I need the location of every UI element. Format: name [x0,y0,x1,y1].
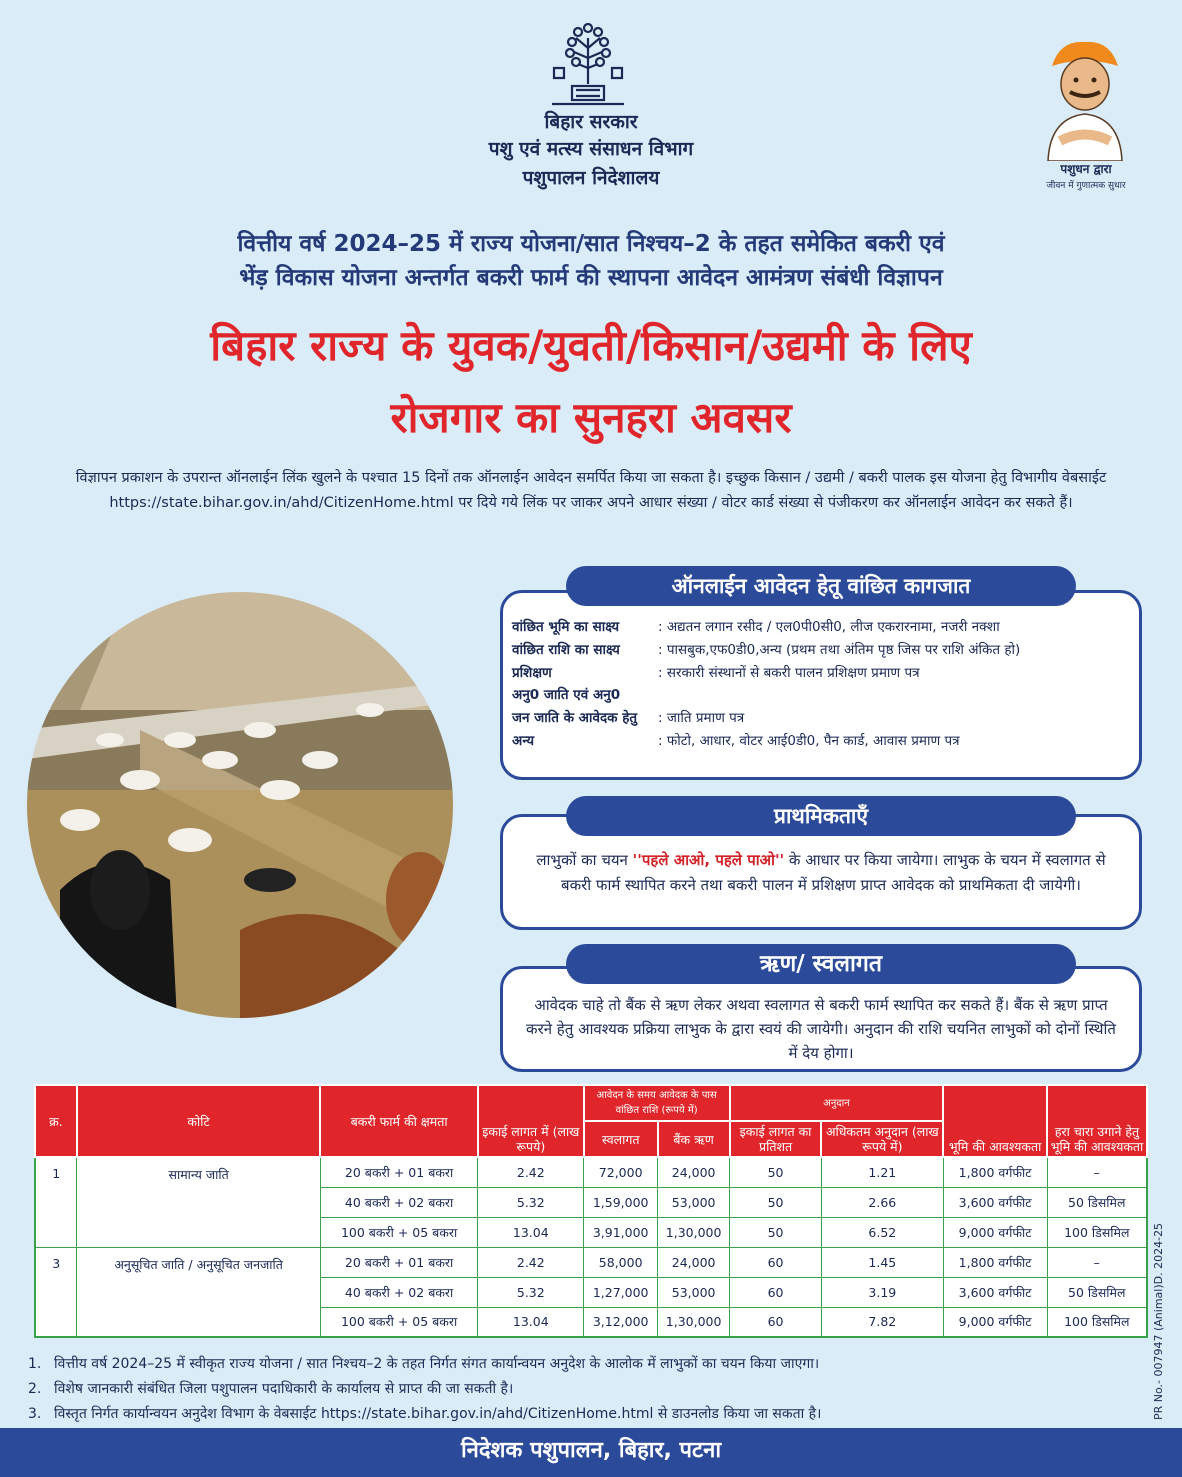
note-number: 2. [28,1381,42,1397]
bihar-emblem-icon [548,18,628,108]
cell-max: 2.66 [821,1187,943,1217]
cell-self: 3,12,000 [584,1307,658,1337]
note-item [28,1377,1128,1402]
subtitle-line-1: वित्तीय वर्ष 2024–25 में राज्य योजना/सात निश्चय–2 के तहत समेकित बकरी एवं [237,231,945,257]
documents-title: ऑनलाईन आवेदन हेतू वांछित कागजात [566,566,1076,606]
header-subsidy: अनुदान [730,1085,944,1121]
documents-list [512,616,1132,753]
note-text: विशेष जानकारी संबंधित जिला पशुपालन पदाधिकारी के कार्यालय से प्राप्त की जा सकती है। [54,1381,514,1397]
cell-capacity: 40 बकरी + 02 बकरा [320,1277,478,1307]
cell-bank: 53,000 [658,1277,730,1307]
cell-max: 1.45 [821,1247,943,1277]
document-value [658,684,1132,707]
pr-number: PR No.- 007947 (Animal)D. 2024-25 [1152,1222,1165,1420]
note-number: 3. [28,1406,42,1422]
mascot-tagline: जीवन में गुणात्मक सुधार [1046,181,1126,191]
document-row [512,639,1132,662]
headline-line-1: बिहार राज्य के युवक/युवती/किसान/उद्यमी के लिए [210,321,972,370]
cell-capacity: 100 बकरी + 05 बकरा [320,1217,478,1247]
priority-text-after: के आधार पर किया जायेगा। लाभुक के चयन में स्वलागत से बकरी फार्म स्थापित करने तथा बकरी पालन में प्रशिक्षण प्राप्त आवेदक को प्राथमिकता दी जायेगी। [561,851,1106,894]
cell-land: 3,600 वर्गफीट [943,1277,1047,1307]
document-row [512,684,1132,707]
header-capacity: बकरी फार्म की क्षमता [320,1085,478,1157]
cell-fodder: – [1047,1157,1147,1187]
goat-farm-photo [20,590,470,1080]
cell-capacity: 20 बकरी + 01 बकरा [320,1157,478,1187]
cell-capacity: 40 बकरी + 02 बकरा [320,1187,478,1217]
cell-pct: 60 [730,1277,822,1307]
cell-bank: 24,000 [658,1157,730,1187]
document-key: अन्य [512,732,535,749]
priority-title: प्राथमिकताएँ [566,796,1076,836]
cell-category: अनुसूचित जाति / अनुसूचित जनजाति [77,1247,320,1337]
cell-unit-cost: 13.04 [478,1217,584,1247]
cell-sno: 3 [35,1247,77,1337]
cell-unit-cost: 5.32 [478,1187,584,1217]
cell-pct: 50 [730,1187,822,1217]
note-item [28,1402,1128,1427]
cell-max: 3.19 [821,1277,943,1307]
cell-unit-cost: 2.42 [478,1247,584,1277]
cell-self: 58,000 [584,1247,658,1277]
cell-land: 1,800 वर्गफीट [943,1157,1047,1187]
cell-capacity: 100 बकरी + 05 बकरा [320,1307,478,1337]
cell-bank: 24,000 [658,1247,730,1277]
document-value: : अद्यतन लगान रसीद / एल0पी0सी0, लीज एकरारनामा, नजरी नक्शा [658,619,1000,635]
subtitle-line-2: भेंड़ विकास योजना अन्तर्गत बकरी फार्म की स्थापना आवेदन आमंत्रण संबंधी विज्ञापन [239,265,943,291]
cell-pct: 60 [730,1247,822,1277]
loan-text: आवेदक चाहे तो बैंक से ऋण लेकर अथवा स्वलागत से बकरी फार्म स्थापित कर सकते हैं। बैंक से ऋण प्राप्त करने हेतु आवश्यक प्रक्रिया लाभुक के द्वारा स्वयं की जायेगी। अनुदान की राशि चयनित लाभुकों को दोनों स्थिति में देय होगा। [526,996,1116,1062]
priority-highlight: ''पहले आओ, पहले पाओ'' [632,851,785,869]
header-bank: बैंक ऋण [658,1121,730,1157]
header-self: स्वलागत [584,1121,658,1157]
header-land: भूमि की आवश्यकता [943,1085,1047,1157]
note-number: 1. [28,1356,42,1372]
header-subsidy-pct: इकाई लागत का प्रतिशत [730,1121,822,1157]
note-text: वित्तीय वर्ष 2024–25 में स्वीकृत राज्य योजना / सात निश्चय–2 के तहत निर्गत संगत कार्यान्वयन अनुदेश के आलोक में लाभुकों का चयन किया जाएगा। [54,1356,820,1372]
intro-paragraph: विज्ञापन प्रकाशन के उपरान्त ऑनलाईन लिंक खुलने के पश्चात 15 दिनों तक ऑनलाईन आवेदन समर्पित किया जा सकता है। इच्छुक किसान / उद्यमी / बकरी पालक इस योजना हेतु विभागीय वेबसाईट https://state.bihar.gov.in/ahd/CitizenHome.html पर दिये गये लिंक पर जाकर अपने आधार संख्या / वोटर कार्ड संख्या से पंजीकरण कर ऑनलाईन आवेदन कर सकते हैं। [75,470,1107,511]
header-unit-cost: इकाई लागत में (लाख रूपये) [478,1085,584,1157]
header-sno: क्र. [35,1085,77,1157]
cell-fodder: 50 डिसमिल [1047,1277,1147,1307]
cell-land: 1,800 वर्गफीट [943,1247,1047,1277]
cell-sno: 1 [35,1157,77,1247]
notes-list [28,1352,1128,1427]
document-value: : सरकारी संस्थानों से बकरी पालन प्रशिक्षण प्रमाण पत्र [658,664,920,681]
document-row [512,707,1132,730]
cell-land: 9,000 वर्गफीट [943,1217,1047,1247]
document-value: : जाति प्रमाण पत्र [658,710,745,727]
header-applicant-amount: आवेदन के समय आवेदक के पास वांछित राशि (रूपये में) [584,1085,730,1121]
header-fodder: हरा चारा उगाने हेतु भूमि की आवश्यकता [1047,1085,1147,1157]
cell-self: 1,59,000 [584,1187,658,1217]
cell-max: 1.21 [821,1157,943,1187]
cell-pct: 60 [730,1307,822,1337]
cell-land: 9,000 वर्गफीट [943,1307,1047,1337]
cell-unit-cost: 5.32 [478,1277,584,1307]
document-key: अनु0 जाति एवं अनु0 [512,687,621,704]
document-key: प्रशिक्षण [512,664,552,681]
cell-self: 3,91,000 [584,1217,658,1247]
cell-pct: 50 [730,1157,822,1187]
table-row [35,1247,1147,1277]
cell-fodder: 100 डिसमिल [1047,1217,1147,1247]
priority-text [520,848,1122,898]
cell-bank: 1,30,000 [658,1307,730,1337]
cell-land: 3,600 वर्गफीट [943,1187,1047,1217]
document-row [512,616,1132,639]
cell-max: 6.52 [821,1217,943,1247]
table-row [35,1157,1147,1187]
cell-capacity: 20 बकरी + 01 बकरा [320,1247,478,1277]
mascot-title: पशुधन द्वारा [1060,162,1112,176]
cell-pct: 50 [730,1217,822,1247]
priority-text-before: लाभुकों का चयन [536,851,628,869]
document-value: : फोटो, आधार, वोटर आई0डी0, पैन कार्ड, आवास प्रमाण पत्र [658,732,960,749]
note-item [28,1352,1128,1377]
cell-fodder: 100 डिसमिल [1047,1307,1147,1337]
cell-self: 72,000 [584,1157,658,1187]
govt-name: बिहार सरकार [544,111,638,133]
header-max-subsidy: अधिकतम अनुदान (लाख रूपये में) [821,1121,943,1157]
cell-fodder: – [1047,1247,1147,1277]
note-text: विस्तृत निर्गत कार्यान्वयन अनुदेश विभाग के वेबसाईट https://state.bihar.gov.in/ahd/CitizenHome.html से डाउनलोड किया जा सकता है। [54,1406,822,1422]
directorate-name: पशुपालन निदेशालय [522,167,660,189]
department-name: पशु एवं मत्स्य संसाधन विभाग [488,138,694,160]
footer-banner: निदेशक पशुपालन, बिहार, पटना [0,1428,1182,1477]
document-key: वांछित भूमि का साक्ष्य [512,619,620,635]
document-key: जन जाति के आवेदक हेतु [512,710,638,727]
cell-unit-cost: 2.42 [478,1157,584,1187]
document-row [512,662,1132,685]
cell-unit-cost: 13.04 [478,1307,584,1337]
header-category: कोटि [77,1085,320,1157]
headline-line-2: रोजगार का सुनहरा अवसर [390,393,792,442]
cell-fodder: 50 डिसमिल [1047,1187,1147,1217]
cell-self: 1,27,000 [584,1277,658,1307]
document-key: वांछित राशि का साक्ष्य [512,641,620,658]
subsidy-table [34,1084,1148,1338]
cell-bank: 53,000 [658,1187,730,1217]
farmer-mascot-icon [1030,36,1140,161]
document-value: : पासबुक,एफ0डी0,अन्य (प्रथम तथा अंतिम पृष्ठ जिस पर राशि अंकित हो) [658,641,1021,658]
cell-category: सामान्य जाति [77,1157,320,1247]
cell-max: 7.82 [821,1307,943,1337]
loan-title: ऋण/ स्वलागत [566,944,1076,984]
cell-bank: 1,30,000 [658,1217,730,1247]
document-row [512,730,1132,753]
